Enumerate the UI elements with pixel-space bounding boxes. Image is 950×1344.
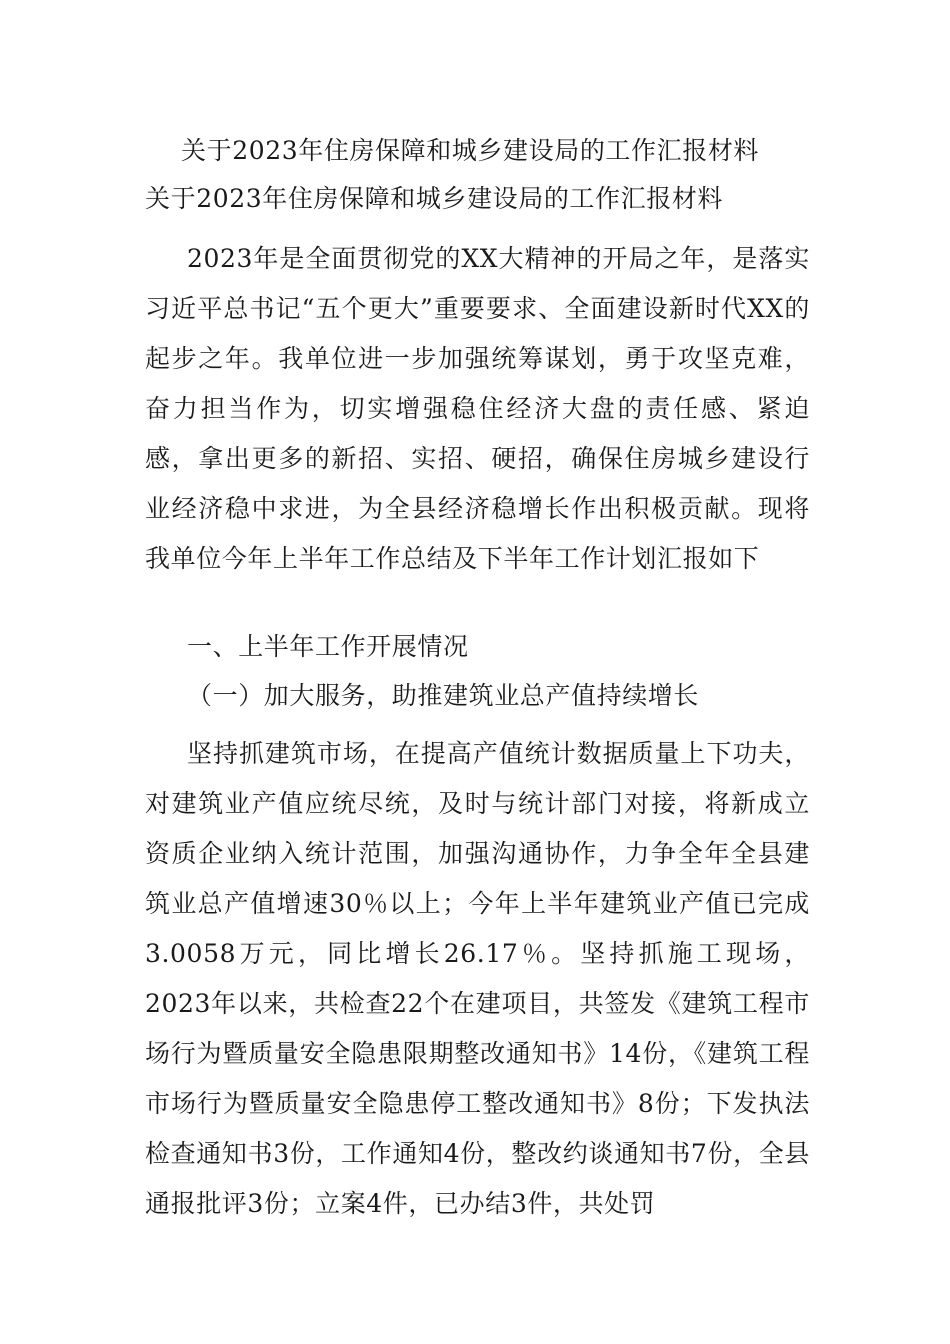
subsection-heading: （一）加大服务，助推建筑业总产值持续增长 xyxy=(187,681,700,710)
intro-paragraph: 2023年是全面贯彻党的XX大精神的开局之年，是落实习近平总书记“五个更大”重要要求、全面建设新时代XX的起步之年。我单位进一步加强统筹谋划，勇于攻坚克难，奋力担当作为，切实增强稳住经济大盘的责任感、紧迫感，拿出更多的新招、实招、硬招，确保住房城乡建设行业经济稳中求进，为全县经济稳增长作出积极贡献。现将我单位今年上半年工作总结及下半年工作计划汇报如下 xyxy=(145,244,810,573)
body-paragraph: 坚持抓建筑市场，在提高产值统计数据质量上下功夫，对建筑业产值应统尽统，及时与统计部门对接，将新成立资质企业纳入统计范围，加强沟通协作，力争全年全县建筑业总产值增速30％以上；今年上半年建筑业产值已完成3.0058万元，同比增长26.17％。坚持抓施工现场，2023年以来，共检查22个在建项目，共签发《建筑工程市场行为暨质量安全隐患限期整改通知书》14份，《建筑工程市场行为暨质量安全隐患停工整改通知书》8份；下发执法检查通知书3份，工作通知4份，整改约谈通知书7份，全县通报批评3份；立案4件，已办结3件，共处罚 xyxy=(145,739,810,1218)
document-title-repeat: 关于2023年住房保障和城乡建设局的工作汇报材料 xyxy=(145,184,724,213)
document-title: 关于2023年住房保障和城乡建设局的工作汇报材料 xyxy=(181,136,760,165)
section-heading: 一、上半年工作开展情况 xyxy=(187,632,469,661)
